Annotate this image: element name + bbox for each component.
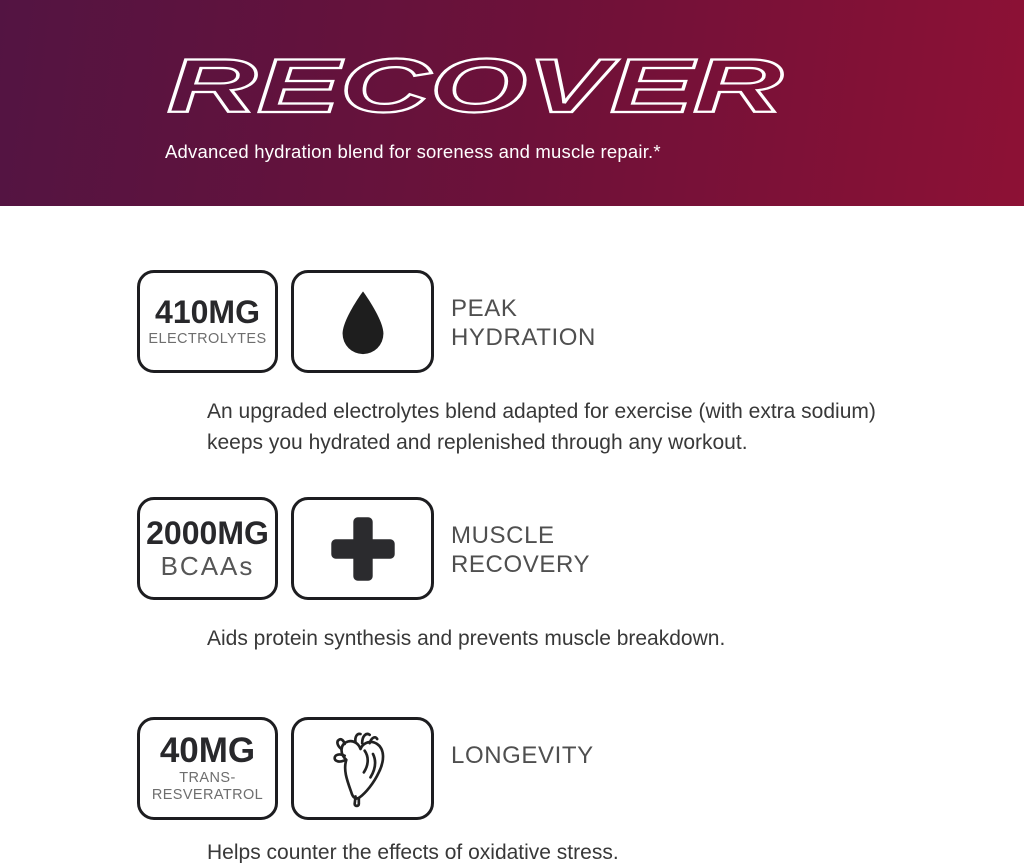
stat-substance	[152, 770, 263, 804]
features-list	[0, 206, 1024, 863]
feature-muscle-recovery	[137, 497, 1024, 654]
stat-substance-line: BCAAs	[160, 551, 255, 581]
feature-description: Helps counter the effects of oxidative stress.	[207, 841, 619, 863]
stat-substance	[148, 331, 266, 348]
feature-label	[451, 497, 590, 579]
feature-description: An upgraded electrolytes blend adapted for exercise (with extra sodium) keeps you hydrated and replenished through any workout.	[207, 400, 876, 454]
stat-substance	[161, 551, 255, 581]
feature-label	[451, 270, 596, 352]
feature-label-line: PEAK	[451, 295, 518, 322]
hero-title-text: RECOVER	[167, 46, 784, 129]
feature-row	[137, 717, 1024, 820]
water-drop-icon	[337, 287, 389, 357]
feature-longevity	[137, 717, 1024, 863]
stat-substance-line: RESVERATROL	[151, 786, 264, 803]
feature-label	[451, 717, 594, 770]
stat-substance-line: ELECTROLYTES	[148, 331, 267, 347]
feature-row	[137, 497, 1024, 600]
plus-icon	[319, 512, 407, 586]
stat-amount: 40MG	[159, 730, 256, 770]
feature-description: Aids protein synthesis and prevents muscle breakdown.	[207, 627, 726, 650]
feature-label-line: RECOVERY	[451, 551, 591, 578]
feature-peak-hydration	[137, 270, 1024, 458]
stat-amount: 2000MG	[146, 515, 269, 551]
hero-subtitle: Advanced hydration blend for soreness and muscle repair.*	[165, 141, 661, 162]
feature-label-line: HYDRATION	[451, 324, 596, 351]
stat-amount: 410MG	[155, 294, 260, 330]
hero-banner	[0, 0, 1024, 206]
stat-box-bcaas	[137, 497, 278, 600]
hero-title	[165, 46, 805, 130]
feature-row	[137, 270, 1024, 373]
icon-box-longevity	[291, 717, 434, 820]
anatomical-heart-icon	[322, 729, 404, 809]
feature-label-line: MUSCLE	[451, 522, 555, 549]
icon-box-recovery	[291, 497, 434, 600]
feature-label-line: LONGEVITY	[451, 742, 594, 769]
stat-box-electrolytes	[137, 270, 278, 373]
icon-box-hydration	[291, 270, 434, 373]
stat-substance-line: TRANS-	[179, 769, 236, 786]
stat-box-resveratrol	[137, 717, 278, 820]
